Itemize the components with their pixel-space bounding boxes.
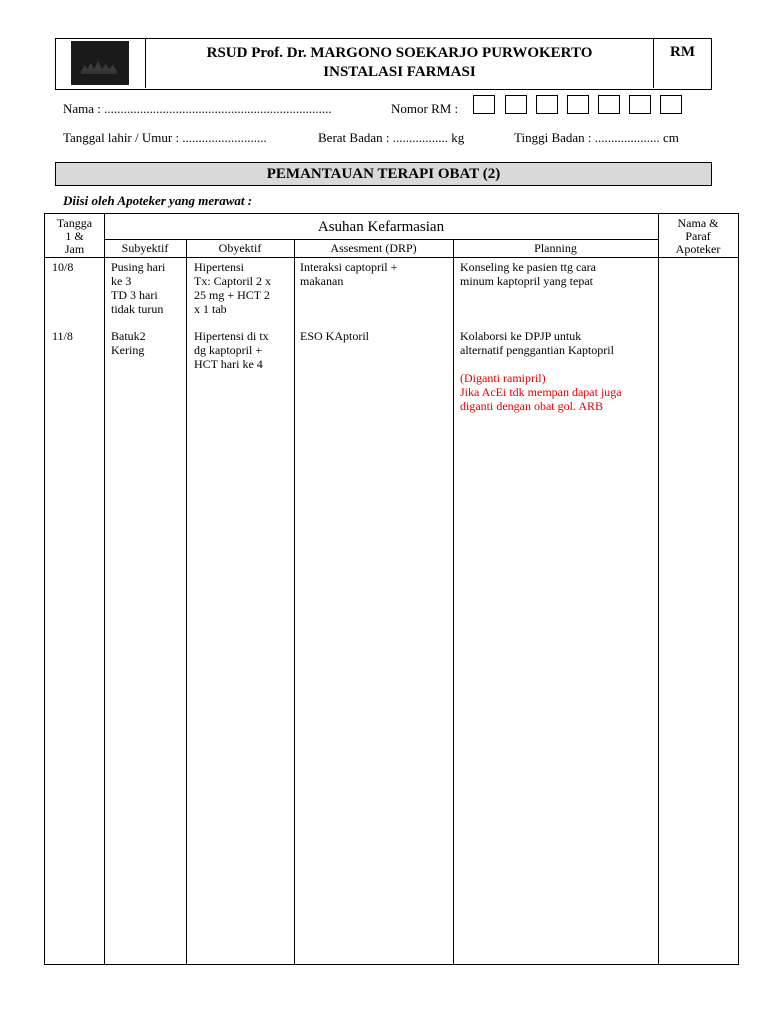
row-2-subyektif: Batuk2 Kering — [111, 329, 146, 357]
header-planning: Planning — [534, 241, 577, 255]
rm-digit-box[interactable] — [473, 95, 495, 114]
row-2-planning: Kolaborsi ke DPJP untuk alternatif penggantian Kaptopril — [460, 329, 614, 357]
section-title: PEMANTAUAN TERAPI OBAT (2) — [55, 162, 712, 186]
header-divider — [104, 239, 658, 240]
header-divider — [45, 257, 738, 258]
title-line-1: RSUD Prof. Dr. MARGONO SOEKARJO PURWOKERTO — [206, 45, 593, 61]
row-1-subyektif: Pusing hari ke 3 TD 3 hari tidak turun — [111, 260, 166, 316]
instruction-text: Diisi oleh Apoteker yang merawat : — [63, 193, 253, 208]
column-divider — [186, 239, 187, 964]
nomor-rm-label: Nomor RM : — [391, 101, 459, 116]
rm-digit-box[interactable] — [536, 95, 558, 114]
header-box — [55, 38, 712, 90]
hospital-logo — [71, 41, 129, 85]
row-1-planning: Konseling ke pasien ttg cara minum kaptopril yang tepat — [460, 260, 596, 288]
column-divider — [453, 239, 454, 964]
hospital-title — [146, 39, 654, 88]
rm-digit-box[interactable] — [660, 95, 682, 114]
row-2-assesment: ESO KAptoril — [300, 329, 369, 343]
title-line-2: INSTALASI FARMASI — [323, 64, 476, 80]
header-nama-paraf: Nama & Paraf Apoteker — [675, 216, 721, 256]
tanggal-lahir-field[interactable]: Tanggal lahir / Umur : .......................... — [63, 130, 267, 145]
rm-label: RM — [670, 44, 695, 60]
monitoring-table — [44, 213, 739, 965]
header-tanggal: Tangga 1 & Jam — [56, 216, 93, 256]
header-asuhan-kefarmasian: Asuhan Kefarmasian — [317, 219, 445, 235]
row-2-obyektif: Hipertensi di tx dg kaptopril + HCT hari ke 4 — [194, 329, 269, 371]
row-1-assesment: Interaksi captopril + makanan — [300, 260, 398, 288]
row-2-tanggal: 11/8 — [52, 329, 73, 343]
row-1-tanggal: 10/8 — [52, 260, 74, 274]
logo-cell — [56, 39, 146, 88]
column-divider — [294, 239, 295, 964]
row-1-obyektif: Hipertensi Tx: Captoril 2 x 25 mg + HCT 2 x 1 tab — [194, 260, 271, 316]
rm-digit-box[interactable] — [598, 95, 620, 114]
column-divider — [658, 214, 659, 964]
header-obyektif: Obyektif — [218, 241, 262, 255]
rm-digit-box[interactable] — [629, 95, 651, 114]
rm-digit-box[interactable] — [567, 95, 589, 114]
column-divider — [104, 214, 105, 964]
tinggi-badan-field[interactable]: Tinggi Badan : .................... cm — [514, 130, 679, 145]
header-assesment: Assesment (DRP) — [330, 241, 417, 255]
nama-field[interactable]: Nama : ...................................................................... — [63, 101, 332, 116]
berat-badan-field[interactable]: Berat Badan : ................. kg — [318, 130, 465, 145]
header-subyektif: Subyektif — [121, 241, 169, 255]
rm-digit-box[interactable] — [505, 95, 527, 114]
row-2-planning-note: (Diganti ramipril) Jika AcEi tdk mempan dapat juga diganti dengan obat gol. ARB — [460, 371, 622, 413]
